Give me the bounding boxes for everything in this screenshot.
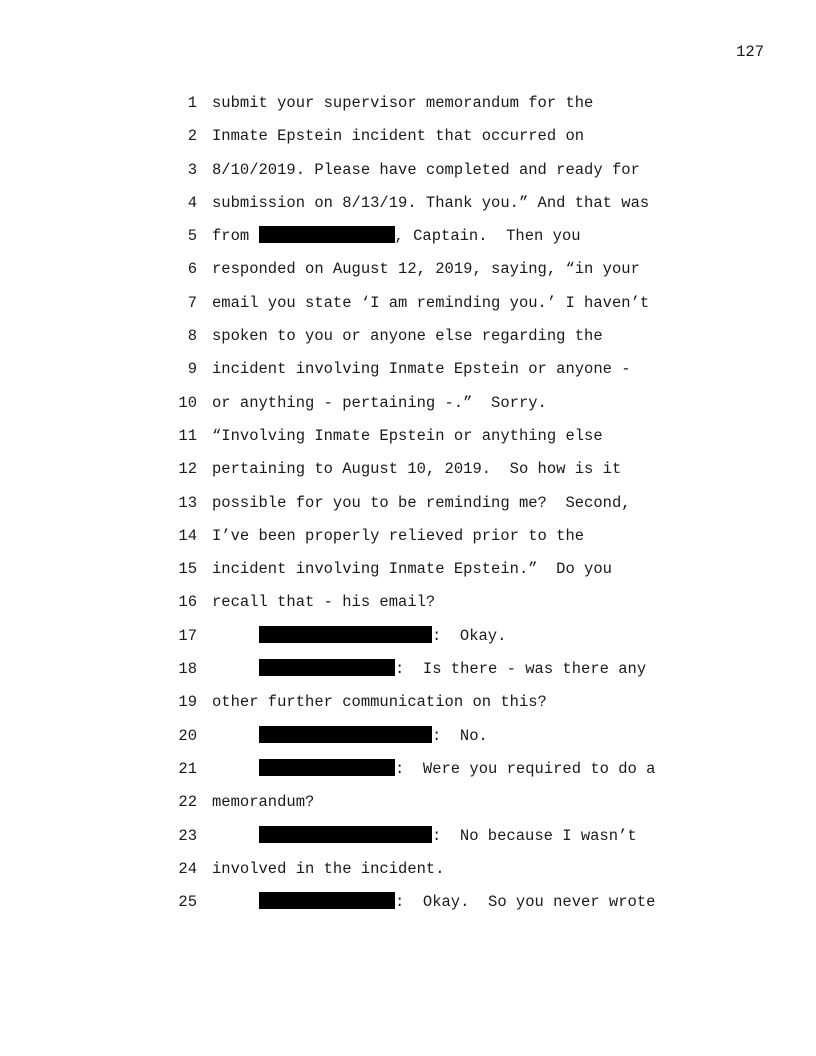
transcript-line	[0, 526, 816, 559]
redaction-block	[259, 759, 395, 776]
speaker-line	[259, 626, 506, 646]
page-number: 127	[736, 43, 764, 61]
transcript-line	[0, 126, 816, 159]
text-after-redaction: , Captain. Then you	[394, 227, 581, 246]
transcript-line	[0, 393, 816, 426]
line-number: 17	[178, 626, 197, 645]
transcript-line	[0, 792, 816, 825]
text-after-redaction: : Is there - was there any	[395, 660, 647, 679]
transcript-body	[0, 93, 816, 925]
line-number: 18	[178, 660, 197, 679]
line-text: spoken to you or anyone else regarding the	[212, 327, 603, 346]
line-number: 20	[178, 726, 197, 745]
line-number: 7	[187, 293, 197, 312]
transcript-line	[0, 859, 816, 892]
redaction-block	[259, 726, 432, 743]
line-number: 15	[178, 560, 197, 579]
line-text: or anything - pertaining -.” Sorry.	[212, 393, 547, 412]
speaker-line	[259, 759, 655, 779]
line-text: possible for you to be reminding me? Second,	[212, 493, 631, 512]
speaker-line	[259, 659, 646, 679]
line-number: 16	[178, 593, 197, 612]
redaction-block	[259, 659, 395, 676]
text-after-redaction: : Okay.	[432, 626, 507, 645]
transcript-line	[0, 826, 816, 859]
line-number: 3	[187, 160, 197, 179]
transcript-line	[0, 326, 816, 359]
line-number: 25	[178, 893, 197, 912]
line-text: other further communication on this?	[212, 693, 547, 712]
line-text: memorandum?	[212, 793, 315, 812]
line-text: email you state ‘I am reminding you.’ I haven’t	[212, 293, 650, 312]
line-text: pertaining to August 10, 2019. So how is it	[212, 460, 622, 479]
text-after-redaction: : Okay. So you never wrote	[395, 893, 656, 912]
transcript-line	[0, 226, 816, 259]
line-number: 13	[178, 493, 197, 512]
text-after-redaction: : No because I wasn’t	[432, 826, 637, 845]
transcript-line	[0, 426, 816, 459]
line-text: involved in the incident.	[212, 859, 445, 878]
transcript-line	[0, 359, 816, 392]
line-number: 21	[178, 759, 197, 778]
redaction-block	[259, 892, 395, 909]
line-number: 19	[178, 693, 197, 712]
line-number: 6	[187, 260, 197, 279]
line-number: 12	[178, 460, 197, 479]
transcript-line	[0, 193, 816, 226]
line-text: responded on August 12, 2019, saying, “in your	[212, 260, 640, 279]
line-number: 11	[178, 426, 197, 445]
redaction-block	[259, 226, 395, 243]
line-number: 9	[187, 360, 197, 379]
transcript-line	[0, 759, 816, 792]
transcript-line	[0, 692, 816, 725]
line-text-with-redaction	[212, 226, 581, 246]
line-number: 22	[178, 793, 197, 812]
transcript-line	[0, 160, 816, 193]
line-text: incident involving Inmate Epstein or anyone -	[212, 360, 631, 379]
line-text: incident involving Inmate Epstein.” Do you	[212, 560, 612, 579]
transcript-line	[0, 892, 816, 925]
line-text: 8/10/2019. Please have completed and ready for	[212, 160, 640, 179]
line-text: Inmate Epstein incident that occurred on	[212, 127, 585, 146]
speaker-line	[259, 726, 488, 746]
line-text: submit your supervisor memorandum for the	[212, 94, 594, 112]
line-number: 5	[187, 227, 197, 246]
transcript-line	[0, 726, 816, 759]
line-number: 24	[178, 859, 197, 878]
text-before-redaction: from	[212, 227, 259, 246]
line-number: 14	[178, 526, 197, 545]
text-after-redaction: : No.	[432, 726, 488, 745]
line-text: recall that - his email?	[212, 593, 436, 612]
redaction-block	[259, 826, 432, 843]
line-text: submission on 8/13/19. Thank you.” And that was	[212, 193, 650, 212]
transcript-line	[0, 559, 816, 592]
transcript-line	[0, 293, 816, 326]
line-number: 23	[178, 826, 197, 845]
line-number: 8	[187, 327, 197, 346]
transcript-line	[0, 259, 816, 292]
line-number: 2	[187, 127, 197, 146]
redaction-block	[259, 626, 432, 643]
line-text: “Involving Inmate Epstein or anything else	[212, 426, 603, 445]
speaker-line	[259, 826, 637, 846]
transcript-line	[0, 93, 816, 126]
line-number: 1	[187, 94, 197, 112]
transcript-line	[0, 626, 816, 659]
transcript-line	[0, 592, 816, 625]
transcript-line	[0, 459, 816, 492]
line-text: I’ve been properly relieved prior to the	[212, 526, 585, 545]
transcript-line	[0, 493, 816, 526]
speaker-line	[259, 892, 655, 912]
text-after-redaction: : Were you required to do a	[395, 759, 656, 778]
line-number: 4	[187, 193, 197, 212]
transcript-line	[0, 659, 816, 692]
line-number: 10	[178, 393, 197, 412]
